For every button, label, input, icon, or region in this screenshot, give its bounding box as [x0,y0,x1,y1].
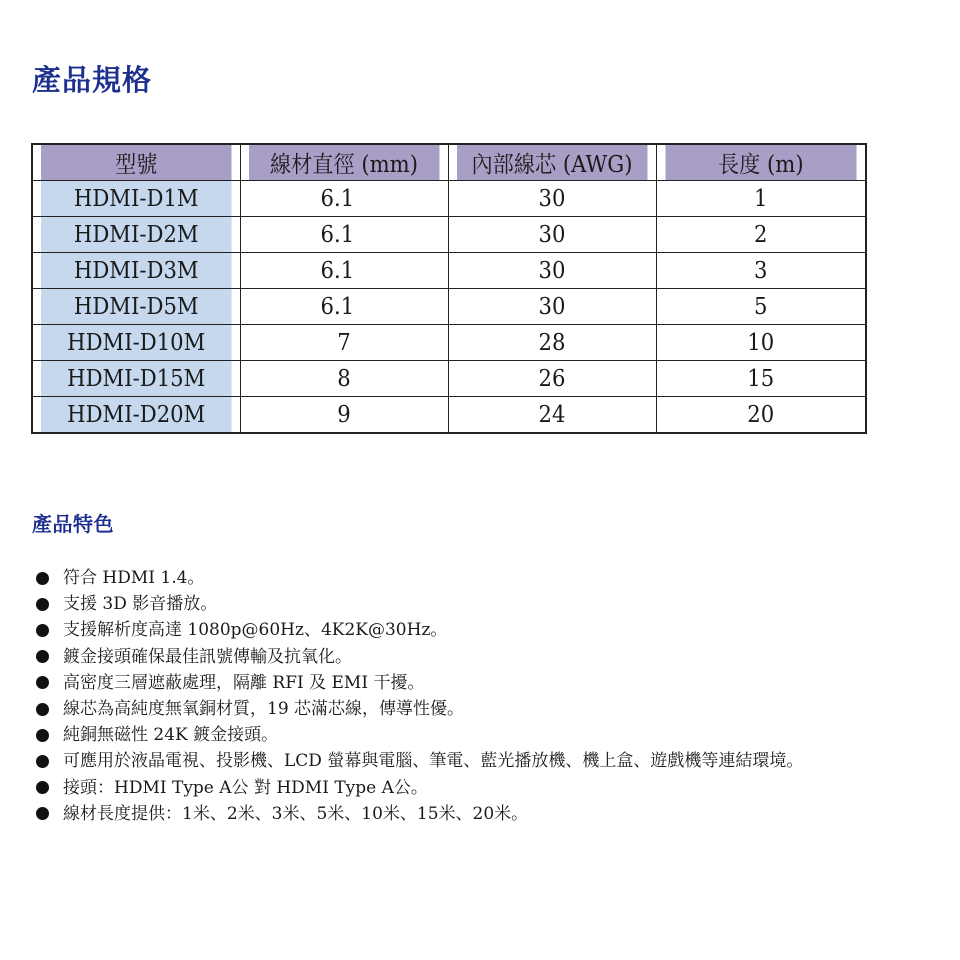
list-item [36,801,803,827]
bullet-icon [36,572,49,585]
cell-core: 26 [456,361,647,397]
cell-core: 30 [456,217,647,253]
list-item [36,617,803,643]
cell-core: 30 [456,253,647,289]
cell-length: 20 [664,397,857,434]
list-item [36,775,803,801]
table-row [32,289,866,325]
bullet-icon [36,650,49,663]
cell-length: 15 [664,361,857,397]
bullet-icon [36,781,49,794]
cell-length: 10 [664,325,857,361]
bullet-icon [36,676,49,689]
table-row [32,217,866,253]
cell-model: HDMI-D20M [40,397,231,434]
cell-model: HDMI-D1M [40,181,231,217]
bullet-icon [36,624,49,637]
list-item [36,670,803,696]
features-list [36,565,803,827]
cell-core: 30 [456,181,647,217]
cell-diameter: 6.1 [248,253,439,289]
list-item [36,696,803,722]
spec-heading: 產品規格 [32,63,153,97]
feature-text: 符合 HDMI 1.4。 [63,568,205,588]
bullet-icon [36,598,49,611]
cell-diameter: 7 [248,325,439,361]
list-item [36,722,803,748]
cell-diameter: 8 [248,361,439,397]
spec-table [31,143,867,434]
table-row [32,361,866,397]
cell-length: 1 [664,181,857,217]
cell-core: 30 [456,289,647,325]
header-diameter: 線材直徑 (mm) [248,144,439,181]
cell-diameter: 6.1 [248,181,439,217]
cell-model: HDMI-D10M [40,325,231,361]
feature-text: 鍍金接頭確保最佳訊號傳輸及抗氧化。 [63,646,352,667]
cell-model: HDMI-D3M [40,253,231,289]
feature-text: 支援解析度高達 1080p@60Hz、4K2K@30Hz。 [63,620,448,641]
cell-length: 5 [664,289,857,325]
list-item [36,748,803,774]
list-item [36,565,803,591]
table-row [32,253,866,289]
features-heading: 產品特色 [32,512,114,536]
feature-text: 線材長度提供：1米、2米、3米、5米、10米、15米、20米。 [63,803,529,824]
spec-table-header-row [32,144,866,181]
cell-length: 2 [664,217,857,253]
header-model: 型號 [40,144,231,181]
cell-model: HDMI-D5M [40,289,231,325]
table-row [32,397,866,434]
cell-model: HDMI-D15M [40,361,231,397]
bullet-icon [36,807,49,820]
header-length: 長度 (m) [664,144,857,181]
table-row [32,181,866,217]
feature-text: 可應用於液晶電視、投影機、LCD 螢幕與電腦、筆電、藍光播放機、機上盒、遊戲機等連結環境。 [63,751,804,772]
bullet-icon [36,729,49,742]
header-core: 內部線芯 (AWG) [456,144,647,181]
cell-length: 3 [664,253,857,289]
cell-model: HDMI-D2M [40,217,231,253]
feature-text: 接頭：HDMI Type A公 對 HDMI Type A公。 [63,777,428,798]
cell-diameter: 6.1 [248,289,439,325]
feature-text: 高密度三層遮蔽處理，隔離 RFI 及 EMI 干擾。 [63,672,425,693]
cell-diameter: 9 [248,397,439,434]
cell-diameter: 6.1 [248,217,439,253]
feature-text: 純銅無磁性 24K 鍍金接頭。 [63,725,279,746]
table-row [32,325,866,361]
bullet-icon [36,755,49,768]
list-item [36,591,803,617]
feature-text: 支援 3D 影音播放。 [63,594,218,615]
list-item [36,644,803,670]
feature-text: 線芯為高純度無氧銅材質，19 芯滿芯線，傳導性優。 [63,698,465,719]
bullet-icon [36,703,49,716]
cell-core: 28 [456,325,647,361]
cell-core: 24 [456,397,647,434]
